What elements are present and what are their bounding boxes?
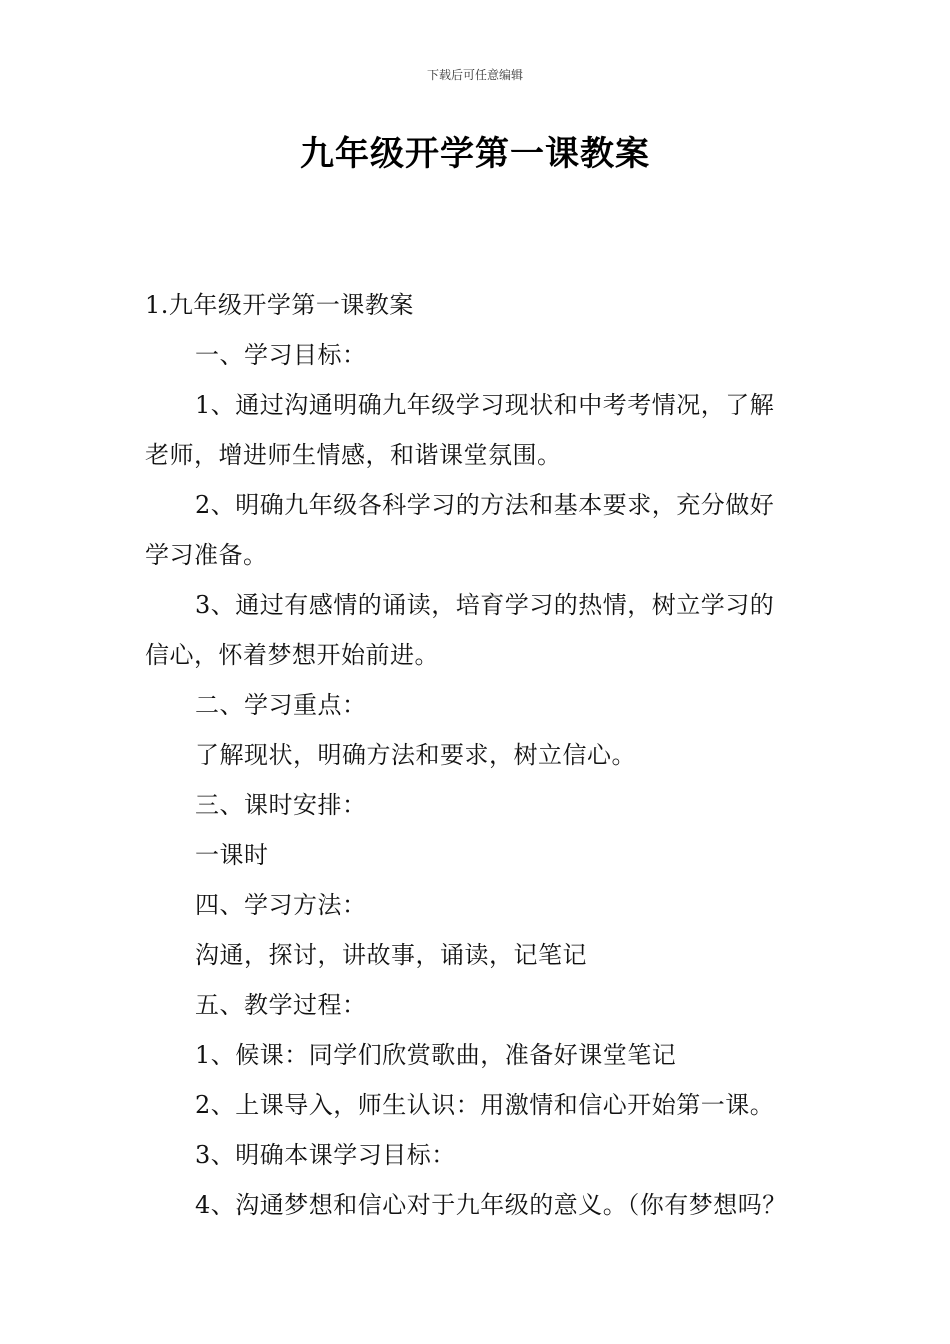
schedule-text: 一课时	[195, 841, 269, 869]
document-title: 九年级开学第一课教案	[300, 134, 650, 174]
goal-2-line-2: 学习准备。	[145, 541, 268, 569]
section-heading-process: 五、教学过程：	[195, 991, 367, 1019]
key-points-text: 了解现状，明确方法和要求，树立信心。	[195, 741, 636, 769]
document-body	[145, 280, 835, 1230]
section-heading-goals: 一、学习目标：	[195, 341, 367, 369]
goal-1-line-1: 1、通过沟通明确九年级学习现状和中考考情况，了解	[195, 391, 775, 419]
process-step-3: 3、明确本课学习目标：	[195, 1141, 456, 1169]
process-step-1: 1、候课：同学们欣赏歌曲，准备好课堂笔记	[195, 1041, 677, 1069]
goal-3-line-2: 信心，怀着梦想开始前进。	[145, 641, 439, 669]
header-note: 下载后可任意编辑	[426, 68, 523, 82]
section-heading-key-points: 二、学习重点：	[195, 691, 367, 719]
goal-2-line-1: 2、明确九年级各科学习的方法和基本要求，充分做好	[195, 491, 775, 519]
process-step-4: 4、沟通梦想和信心对于九年级的意义。（你有梦想吗？	[195, 1191, 787, 1219]
process-step-2: 2、上课导入，师生认识：用激情和信心开始第一课。	[195, 1091, 775, 1119]
goal-3-line-1: 3、通过有感情的诵读，培育学习的热情，树立学习的	[195, 591, 775, 619]
section-heading-schedule: 三、课时安排：	[195, 791, 367, 819]
methods-text: 沟通，探讨，讲故事，诵读，记笔记	[195, 941, 587, 969]
section-heading-methods: 四、学习方法：	[195, 891, 367, 919]
goal-1-line-2: 老师，增进师生情感，和谐课堂氛围。	[145, 441, 562, 469]
body-line-1: 1.九年级开学第一课教案	[145, 291, 414, 319]
